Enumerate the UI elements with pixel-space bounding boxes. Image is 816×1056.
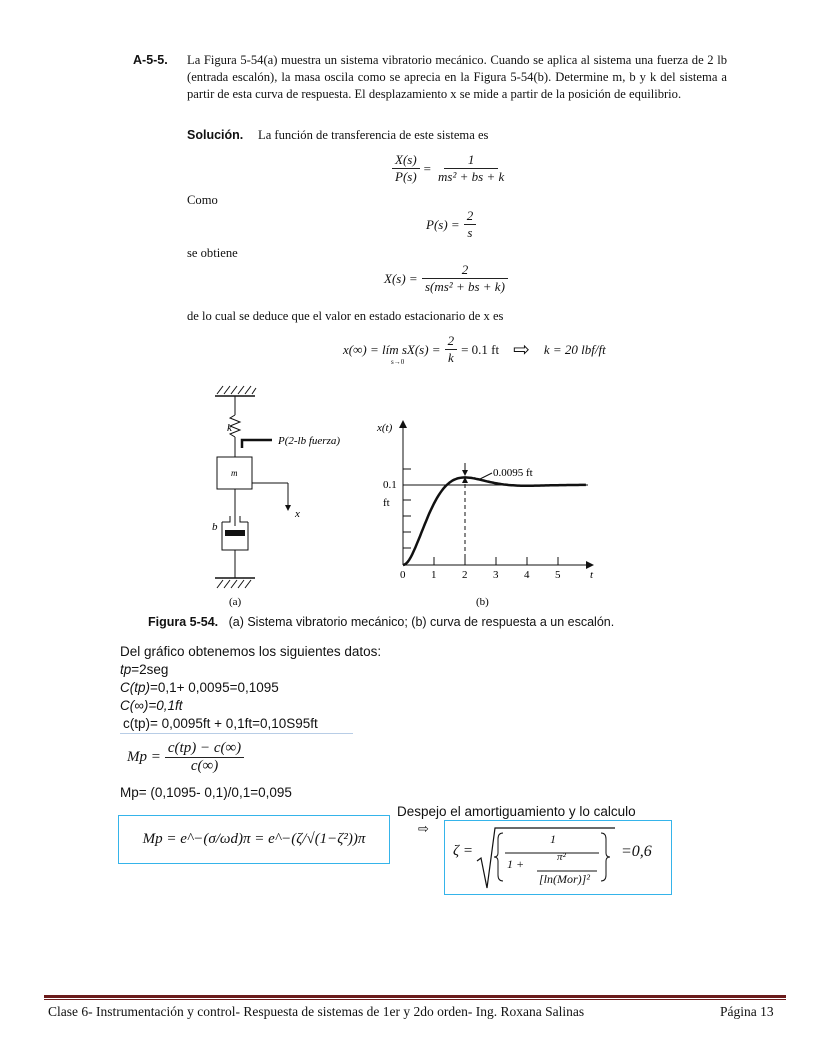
- eq4-result: k = 20 lbf/ft: [543, 341, 606, 357]
- transfer-function-equation: $\frac{X(s)}{P(s)}$ = $\frac{1}{\text{ms² + bs + k}}$: [392, 152, 507, 185]
- figure-caption-label: Figura 5-54.: [148, 615, 219, 629]
- mp-formula-lhs: Mp =: [127, 749, 161, 765]
- mp-formula-den: c(∞): [190, 758, 219, 774]
- eq1-rhs-num: 1: [444, 152, 499, 169]
- eq1-rhs-den: ms² + bs + k: [438, 169, 505, 184]
- deduce-text: de lo cual se deduce que el valor en estado estacionario de x es: [187, 309, 504, 323]
- mp-formula: [127, 740, 244, 775]
- figure-5-54: [200, 380, 620, 615]
- cinf-value: C(∞)=0,1ft: [120, 698, 183, 713]
- zeta-formula-box: [444, 820, 672, 895]
- figure-caption-text: (a) Sistema vibratorio mecánico; (b) curva de respuesta a un escalón.: [228, 615, 615, 629]
- eq4-lhs: x(∞) = lím sX(s) =: [343, 341, 441, 357]
- overshoot-label: 0.0095 ft: [493, 467, 533, 479]
- eq1-lhs-num: X(s): [392, 152, 420, 169]
- eq2-den: s: [467, 225, 473, 240]
- eq2-num: 2: [464, 208, 477, 225]
- x-tick-1: 1: [431, 569, 437, 581]
- x-tick-4: 4: [524, 569, 530, 581]
- arrow-icon: ⇨: [418, 821, 429, 836]
- x-axis-label: t: [590, 569, 594, 581]
- x-tick-5: 5: [555, 569, 561, 581]
- ctp-label: C(tp): [120, 680, 150, 695]
- eq4-num: 2: [445, 333, 458, 350]
- output-equation: [384, 262, 508, 295]
- ctp-ft-value: c(tp)= 0,0095ft + 0,1ft=0,10S95ft: [120, 715, 353, 734]
- displacement-x-label: x: [295, 508, 300, 520]
- zeta-lhs: ζ =: [453, 843, 473, 859]
- eq4-den: k: [447, 350, 454, 365]
- y-axis-label: x(t): [377, 422, 393, 434]
- zeta-one-plus: 1 +: [507, 857, 525, 871]
- footer-text: Clase 6- Instrumentación y control- Respuesta de sistemas de 1er y 2do orden- Ing. Roxana Salinas: [48, 1004, 585, 1019]
- despejo-text: Despejo el amortiguamiento y lo calculo: [397, 804, 636, 819]
- eq1-lhs-den: P(s): [395, 169, 417, 184]
- x-tick-3: 3: [493, 569, 499, 581]
- figure-caption: [148, 615, 614, 629]
- y-tick-0-1: 0.1: [383, 479, 397, 491]
- eq3-den: s(ms² + bs + k): [424, 279, 505, 294]
- como-text: Como: [187, 193, 218, 207]
- notes-section: [120, 643, 381, 734]
- zeta-ln-term: [ln(Mor)]²: [539, 872, 590, 886]
- solution-label: Solución.: [187, 128, 244, 142]
- mp-value: Mp= (0,1095- 0,1)/0,1=0,095: [120, 785, 292, 800]
- implies-arrow-icon: ⇨: [513, 339, 530, 361]
- footer-rule-thin: [44, 999, 786, 1000]
- eq4-lim-sub: s→0: [391, 357, 405, 366]
- eq4-rhs: = 0.1 ft: [461, 341, 500, 357]
- input-equation: [426, 208, 476, 241]
- steady-state-equation: [343, 333, 606, 366]
- page-number: Página 13: [720, 1004, 774, 1019]
- mp-exponential-formula: Mp = e^−(σ/ωd)π = e^−(ζ/√(1−ζ²))π: [142, 831, 366, 847]
- tp-value: =2seg: [131, 662, 169, 677]
- mechanical-system-diagram: [212, 386, 340, 608]
- ctp-value: =0,1+ 0,0095=0,1095: [150, 680, 279, 695]
- x-tick-2: 2: [462, 569, 468, 581]
- eq3-lhs: X(s) =: [384, 270, 418, 286]
- problem-text: La Figura 5-54(a) muestra un sistema vibratorio mecánico. Cuando se aplica al sistema una fuerza de 2 lb (entrada escalón), la masa oscila como se aprecia en la Figura 5-54(b). Determine m, b y k del sistema a partir de esta curva de respuesta. El desplazamiento x se mide a partir de la posición de equilibrio.: [187, 53, 727, 101]
- footer-rule: [44, 995, 786, 998]
- eq3-num: 2: [422, 262, 509, 279]
- damper-b-label: b: [212, 521, 218, 533]
- solution-intro: La función de transferencia de este sistema es: [258, 128, 489, 142]
- force-label: P(2-lb fuerza): [278, 435, 341, 447]
- figure-b-label: (b): [476, 596, 489, 608]
- response-curve: [403, 477, 586, 565]
- y-unit-label: ft: [383, 497, 390, 509]
- zeta-numerator: 1: [550, 832, 556, 846]
- problem-label: A-5-5.: [133, 53, 168, 67]
- zeta-result: =0,6: [621, 843, 652, 860]
- notes-intro: Del gráfico obtenemos los siguientes datos:: [120, 644, 382, 659]
- figure-a-label: (a): [229, 596, 242, 608]
- step-response-plot: [376, 420, 594, 608]
- spring-k-label: k: [227, 422, 232, 434]
- mp-formula-num: c(tp) − c(∞): [165, 740, 244, 758]
- mass-label: m: [231, 468, 238, 478]
- tp-label: tp: [120, 662, 132, 677]
- mp-exponential-box: [118, 815, 390, 864]
- x-tick-0: 0: [400, 569, 406, 581]
- eq2-lhs: P(s) =: [426, 216, 460, 232]
- zeta-pi-squared: π²: [557, 851, 566, 863]
- se-obtiene-text: se obtiene: [187, 246, 238, 260]
